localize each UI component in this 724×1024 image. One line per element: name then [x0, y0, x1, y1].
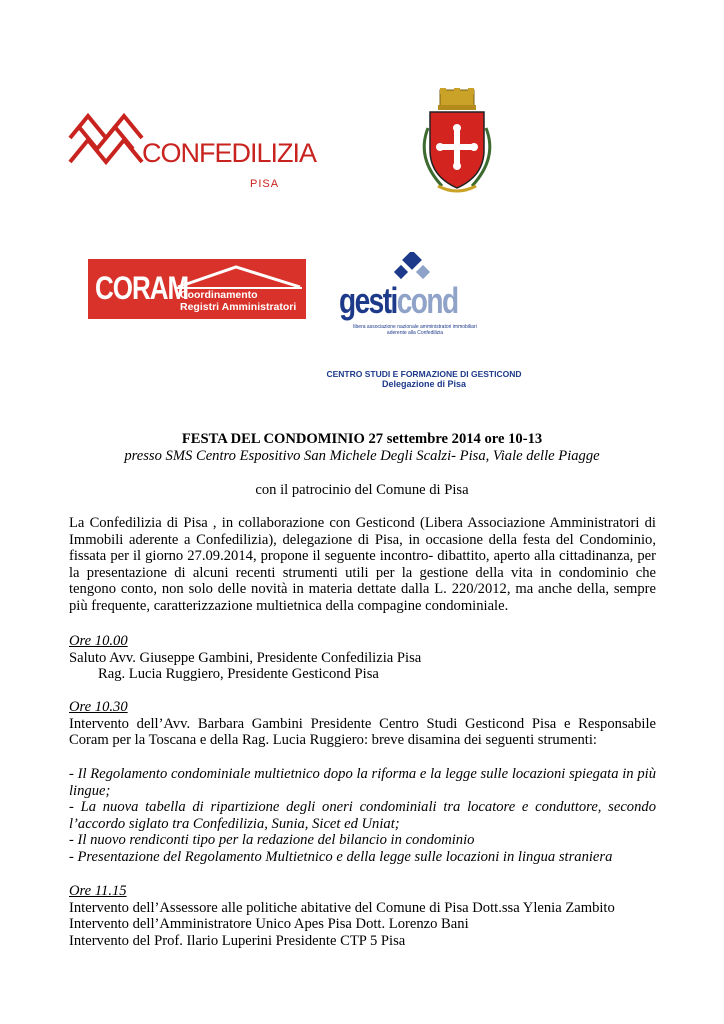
- event-venue: presso SMS Centro Espositivo San Michele Degli Scalzi- Pisa, Viale delle Piagge: [124, 448, 600, 464]
- coram-line1: Coordinamento: [180, 289, 258, 301]
- roof-icon: [176, 263, 302, 289]
- schedule-block-1115: [69, 883, 656, 949]
- pisa-crest-icon: [372, 88, 542, 198]
- schedule-line: Intervento del Prof. Ilario Luperini Presidente CTP 5 Pisa: [69, 932, 406, 949]
- list-item: - Il Regolamento condominiale multietnico dopo la riforma e la legge sulle locazioni spiegata in più lingue;: [69, 766, 656, 799]
- gesticond-logo: [334, 252, 494, 342]
- list-item: - Presentazione del Regolamento Multietnico e della legge sulle locazioni in lingua straniera: [69, 848, 613, 865]
- schedule-block-1000: [69, 633, 656, 683]
- confedilizia-logo: [66, 108, 317, 194]
- list-item: - Il nuovo rendiconti tipo per la redazione del bilancio in condominio: [69, 832, 475, 848]
- time-label: Ore 11.15: [69, 883, 127, 899]
- coram-line2: Registri Amministratori: [180, 301, 297, 313]
- time-label: Ore 10.00: [69, 633, 128, 649]
- list-item: - La nuova tabella di ripartizione degli oneri condominiali tra locatore e conduttore, secondo l’accordo siglato tra Confedilizia, Sunia, Sicet ed Uniat;: [69, 799, 656, 832]
- coram-brand: CORAM: [95, 269, 189, 307]
- schedule-line: Rag. Lucia Ruggiero, Presidente Gesticond Pisa: [98, 666, 379, 682]
- topics-list: [69, 766, 656, 865]
- time-label: Ore 10.30: [69, 699, 128, 715]
- gesticond-brand: gesticond: [339, 280, 458, 321]
- confedilizia-mark-icon: [66, 108, 146, 168]
- confedilizia-brand: CONFEDILIZIA: [142, 138, 317, 168]
- schedule-text: Intervento dell’Avv. Barbara Gambini Presidente Centro Studi Gesticond Pisa e Responsabile Coram per la Toscana e della Rag. Lucia Ruggiero: breve disamina dei seguenti strumenti:: [69, 715, 656, 748]
- centro-studi-heading: CENTRO STUDI E FORMAZIONE DI GESTICOND: [326, 369, 522, 379]
- event-title: FESTA DEL CONDOMINIO 27 settembre 2014 ore 10-13: [181, 431, 543, 447]
- centro-studi-delegation: Delegazione di Pisa: [381, 379, 467, 389]
- schedule-block-1030: [69, 699, 656, 749]
- schedule-line: Saluto Avv. Giuseppe Gambini, Presidente Confedilizia Pisa: [69, 649, 422, 666]
- gesticond-tag2: aderente alla Confedilizia: [386, 330, 444, 336]
- gesticond-tag1: libera associazione nazionale amministratori immobiliari: [353, 324, 477, 330]
- coram-logo: [88, 259, 306, 319]
- intro-paragraph: La Confedilizia di Pisa , in collaborazione con Gesticond (Libera Associazione Amministratori di Immobili aderente a Confedilizia), delegazione di Pisa, in occasione della festa del Condominio, fissata per il giorno 27.09.2014, propone il seguente incontro- dibattito, aperto alla cittadinanza, per la presentazione di alcuni recenti strumenti utili per la gestione della vita in condominio che tengono conto, non solo delle novità in materia dettate dalla L. 220/2012, ma anche della, sempre più frequente, caratterizzazione multietnica della compagine condominiale.: [69, 515, 656, 614]
- confedilizia-sub: PISA: [250, 178, 280, 190]
- schedule-line: Intervento dell’Amministratore Unico Apes Pisa Dott. Lorenzo Bani: [69, 916, 469, 932]
- event-patronage: con il patrocinio del Comune di Pisa: [255, 482, 469, 498]
- schedule-line: Intervento dell’Assessore alle politiche abitative del Comune di Pisa Dott.ssa Ylenia Zambito: [69, 899, 615, 916]
- pisa-crest-logo: [372, 88, 542, 198]
